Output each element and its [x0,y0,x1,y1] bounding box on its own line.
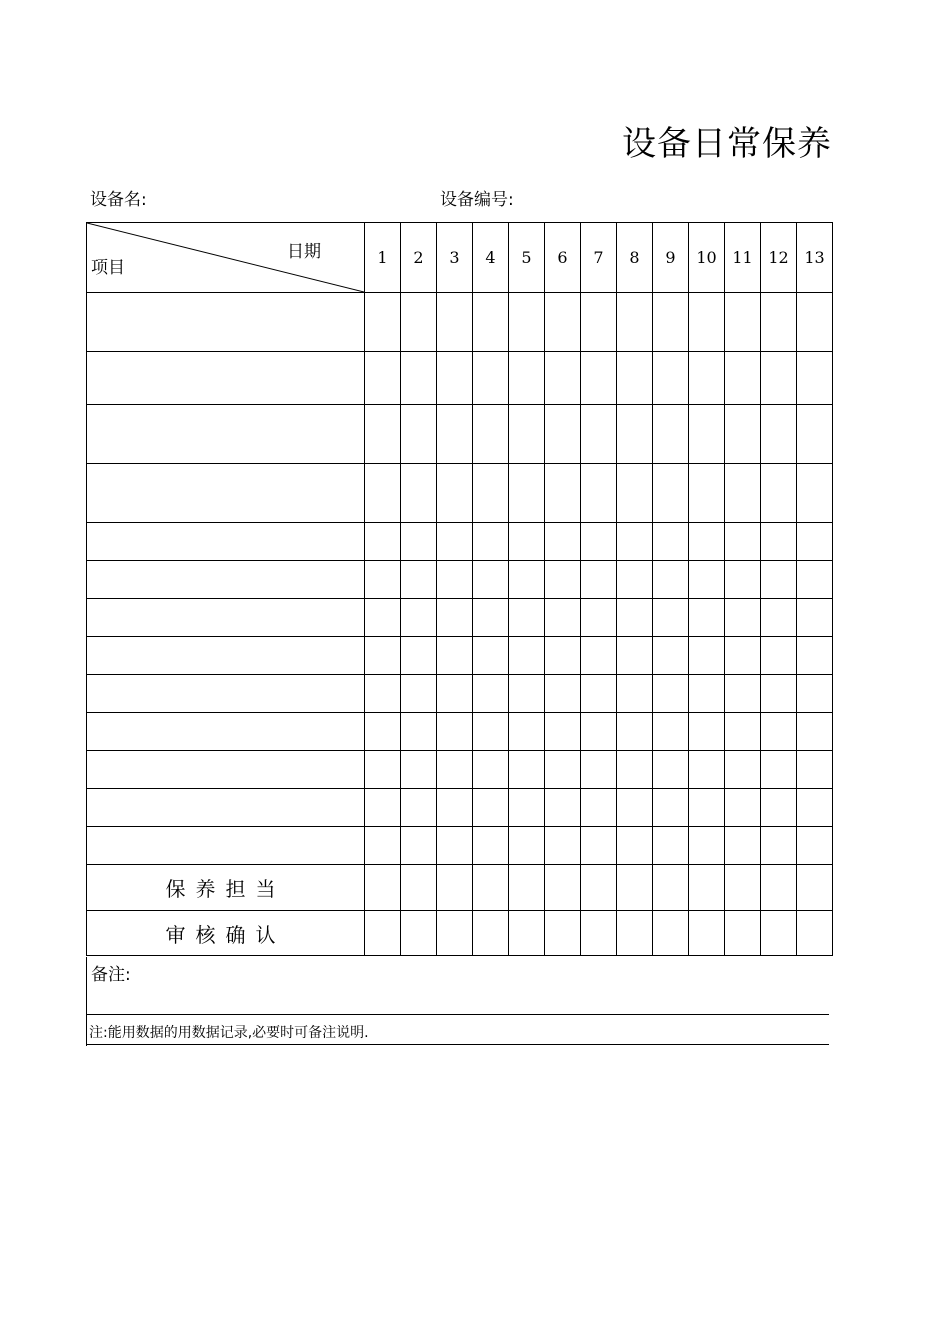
day-cell[interactable] [401,561,437,599]
day-header: 11 [725,223,761,293]
day-cell[interactable] [617,523,653,561]
day-cell[interactable] [797,561,833,599]
table-row [87,827,833,865]
day-cell[interactable] [653,675,689,713]
day-cell[interactable] [761,599,797,637]
item-header-label: 项目 [91,258,125,278]
table-row [87,464,833,523]
day-cell[interactable] [509,405,545,464]
day-cell[interactable] [725,293,761,352]
day-cell[interactable] [365,713,401,751]
item-cell[interactable] [87,464,365,523]
day-cell[interactable] [761,561,797,599]
day-cell[interactable] [725,789,761,827]
remarks-section [86,957,829,1046]
day-cell[interactable] [689,405,725,464]
day-cell[interactable] [761,713,797,751]
sign-cell[interactable] [545,911,581,956]
day-cell[interactable] [473,713,509,751]
day-cell[interactable] [617,675,653,713]
day-cell[interactable] [653,789,689,827]
item-cell[interactable] [87,599,365,637]
sign-cell[interactable] [617,911,653,956]
day-header: 1 [365,223,401,293]
sign-cell[interactable] [581,911,617,956]
day-cell[interactable] [653,599,689,637]
table-row [87,599,833,637]
day-cell[interactable] [473,464,509,523]
day-cell[interactable] [581,561,617,599]
sign-cell[interactable] [617,865,653,911]
day-cell[interactable] [509,561,545,599]
day-cell[interactable] [653,637,689,675]
day-cell[interactable] [761,405,797,464]
day-cell[interactable] [365,599,401,637]
day-cell[interactable] [365,293,401,352]
day-cell[interactable] [473,352,509,405]
day-cell[interactable] [401,405,437,464]
day-cell[interactable] [653,751,689,789]
day-cell[interactable] [437,523,473,561]
day-cell[interactable] [689,599,725,637]
day-cell[interactable] [473,827,509,865]
day-cell[interactable] [725,523,761,561]
day-cell[interactable] [365,352,401,405]
day-cell[interactable] [617,352,653,405]
day-cell[interactable] [581,827,617,865]
day-cell[interactable] [545,293,581,352]
day-cell[interactable] [725,599,761,637]
day-cell[interactable] [761,675,797,713]
day-cell[interactable] [509,599,545,637]
day-cell[interactable] [437,293,473,352]
item-cell[interactable] [87,789,365,827]
day-cell[interactable] [653,713,689,751]
item-cell[interactable] [87,713,365,751]
day-cell[interactable] [581,523,617,561]
date-header-label: 日期 [287,242,321,262]
day-cell[interactable] [473,637,509,675]
item-cell[interactable] [87,675,365,713]
table-row [87,789,833,827]
sign-cell[interactable] [761,865,797,911]
table-row [87,405,833,464]
table-row [87,352,833,405]
day-cell[interactable] [437,827,473,865]
day-cell[interactable] [545,464,581,523]
day-cell[interactable] [401,464,437,523]
day-cell[interactable] [617,827,653,865]
item-cell[interactable] [87,405,365,464]
day-cell[interactable] [437,751,473,789]
day-cell[interactable] [797,713,833,751]
day-header: 4 [473,223,509,293]
day-cell[interactable] [797,827,833,865]
day-cell[interactable] [725,827,761,865]
day-cell[interactable] [365,789,401,827]
sign-cell[interactable] [365,911,401,956]
day-cell[interactable] [509,464,545,523]
day-cell[interactable] [761,637,797,675]
remarks-label[interactable]: 备注: [87,957,829,1015]
day-cell[interactable] [401,713,437,751]
table-row [87,561,833,599]
item-cell[interactable] [87,637,365,675]
sign-cell[interactable] [653,865,689,911]
day-cell[interactable] [509,751,545,789]
day-cell[interactable] [365,827,401,865]
day-cell[interactable] [797,675,833,713]
day-cell[interactable] [545,599,581,637]
page-title: 设备日常保养 [622,124,832,164]
day-cell[interactable] [761,523,797,561]
day-cell[interactable] [689,464,725,523]
day-cell[interactable] [509,523,545,561]
day-cell[interactable] [689,561,725,599]
day-cell[interactable] [509,293,545,352]
day-cell[interactable] [473,675,509,713]
day-cell[interactable] [761,789,797,827]
day-cell[interactable] [509,352,545,405]
table-row [87,713,833,751]
day-cell[interactable] [545,405,581,464]
item-cell[interactable] [87,751,365,789]
day-cell[interactable] [365,675,401,713]
day-cell[interactable] [653,405,689,464]
day-cell[interactable] [689,827,725,865]
day-cell[interactable] [509,713,545,751]
day-cell[interactable] [437,352,473,405]
day-cell[interactable] [437,599,473,637]
day-cell[interactable] [797,293,833,352]
day-cell[interactable] [473,405,509,464]
sign-cell[interactable] [473,911,509,956]
sign-cell[interactable] [365,865,401,911]
table-row [87,675,833,713]
sign-cell[interactable] [653,911,689,956]
day-cell[interactable] [581,637,617,675]
day-cell[interactable] [689,523,725,561]
day-cell[interactable] [473,789,509,827]
item-rows [87,293,833,865]
day-cell[interactable] [545,637,581,675]
day-header: 10 [689,223,725,293]
day-cell[interactable] [725,751,761,789]
day-cell[interactable] [689,789,725,827]
day-cell[interactable] [401,789,437,827]
maintainer-row [87,865,833,911]
day-cell[interactable] [581,751,617,789]
table-row [87,523,833,561]
day-cell[interactable] [725,561,761,599]
day-cell[interactable] [545,675,581,713]
day-header: 5 [509,223,545,293]
day-cell[interactable] [797,637,833,675]
day-cell[interactable] [653,464,689,523]
day-cell[interactable] [581,599,617,637]
diagonal-line [87,223,364,292]
day-cell[interactable] [617,599,653,637]
day-cell[interactable] [401,751,437,789]
sign-cell[interactable] [509,911,545,956]
day-cell[interactable] [545,352,581,405]
day-cell[interactable] [581,789,617,827]
day-header: 12 [761,223,797,293]
day-cell[interactable] [725,352,761,405]
day-cell[interactable] [473,293,509,352]
day-cell[interactable] [581,405,617,464]
day-cell[interactable] [617,751,653,789]
table-row [87,637,833,675]
day-cell[interactable] [545,751,581,789]
day-cell[interactable] [509,675,545,713]
sign-cell[interactable] [401,911,437,956]
day-cell[interactable] [365,464,401,523]
day-cell[interactable] [365,637,401,675]
day-cell[interactable] [545,789,581,827]
footnote: 注:能用数据的用数据记录,必要时可备注说明. [87,1015,829,1045]
header-row [87,223,833,293]
sign-cell[interactable] [581,865,617,911]
day-cell[interactable] [437,464,473,523]
day-cell[interactable] [725,637,761,675]
day-cell[interactable] [617,789,653,827]
table-row [87,293,833,352]
day-cell[interactable] [725,675,761,713]
day-header: 8 [617,223,653,293]
sign-cell[interactable] [725,911,761,956]
sign-cell[interactable] [725,865,761,911]
sign-cell[interactable] [473,865,509,911]
day-cell[interactable] [617,464,653,523]
day-cell[interactable] [473,523,509,561]
day-cell[interactable] [581,675,617,713]
day-cell[interactable] [545,713,581,751]
day-cell[interactable] [365,405,401,464]
day-cell[interactable] [797,789,833,827]
day-cell[interactable] [689,713,725,751]
day-cell[interactable] [509,827,545,865]
sign-cell[interactable] [437,911,473,956]
day-cell[interactable] [401,675,437,713]
day-cell[interactable] [401,293,437,352]
day-cell[interactable] [761,464,797,523]
day-cell[interactable] [545,561,581,599]
item-cell[interactable] [87,352,365,405]
sign-cell[interactable] [761,911,797,956]
day-cell[interactable] [617,713,653,751]
day-cell[interactable] [653,293,689,352]
day-cell[interactable] [581,713,617,751]
day-cell[interactable] [473,751,509,789]
day-cell[interactable] [401,599,437,637]
day-cell[interactable] [545,523,581,561]
day-cell[interactable] [581,464,617,523]
item-cell[interactable] [87,827,365,865]
sign-cell[interactable] [545,865,581,911]
day-cell[interactable] [761,827,797,865]
day-cell[interactable] [365,751,401,789]
maintainer-label: 保养担当 [87,865,365,911]
sign-cell[interactable] [509,865,545,911]
day-cell[interactable] [365,561,401,599]
sign-cell[interactable] [689,865,725,911]
day-header: 13 [797,223,833,293]
day-cell[interactable] [617,561,653,599]
day-cell[interactable] [689,637,725,675]
day-cell[interactable] [761,293,797,352]
day-cell[interactable] [797,751,833,789]
day-cell[interactable] [437,561,473,599]
day-header: 2 [401,223,437,293]
day-cell[interactable] [725,464,761,523]
day-cell[interactable] [617,405,653,464]
day-cell[interactable] [797,599,833,637]
day-cell[interactable] [761,352,797,405]
day-cell[interactable] [653,352,689,405]
day-cell[interactable] [581,352,617,405]
sign-cell[interactable] [689,911,725,956]
day-cell[interactable] [689,751,725,789]
sign-cell[interactable] [797,865,833,911]
day-cell[interactable] [509,789,545,827]
maintenance-table [86,222,833,956]
day-cell[interactable] [617,293,653,352]
item-cell[interactable] [87,523,365,561]
day-cell[interactable] [401,827,437,865]
day-cell[interactable] [797,464,833,523]
day-cell[interactable] [401,637,437,675]
day-cell[interactable] [365,523,401,561]
day-cell[interactable] [473,599,509,637]
reviewer-label: 审核确认 [87,911,365,956]
day-cell[interactable] [437,405,473,464]
equipment-number-label: 设备编号: [440,190,514,210]
day-cell[interactable] [653,827,689,865]
day-cell[interactable] [689,675,725,713]
day-cell[interactable] [725,405,761,464]
day-cell[interactable] [509,637,545,675]
day-cell[interactable] [797,523,833,561]
item-cell[interactable] [87,293,365,352]
day-cell[interactable] [725,713,761,751]
day-cell[interactable] [545,827,581,865]
table-row [87,751,833,789]
day-cell[interactable] [401,523,437,561]
day-cell[interactable] [689,352,725,405]
item-cell[interactable] [87,561,365,599]
day-cell[interactable] [797,352,833,405]
day-cell[interactable] [473,561,509,599]
day-cell[interactable] [797,405,833,464]
sign-cell[interactable] [401,865,437,911]
reviewer-row [87,911,833,956]
day-header: 6 [545,223,581,293]
day-cell[interactable] [437,789,473,827]
day-cell[interactable] [581,293,617,352]
day-cell[interactable] [401,352,437,405]
day-cell[interactable] [617,637,653,675]
diagonal-header-cell [87,223,365,293]
day-header: 9 [653,223,689,293]
day-cell[interactable] [653,523,689,561]
day-cell[interactable] [689,293,725,352]
sign-cell[interactable] [437,865,473,911]
day-header: 3 [437,223,473,293]
day-cell[interactable] [437,637,473,675]
day-cell[interactable] [653,561,689,599]
equipment-name-label: 设备名: [90,190,147,210]
day-cell[interactable] [761,751,797,789]
day-cell[interactable] [437,675,473,713]
day-cell[interactable] [437,713,473,751]
day-header: 7 [581,223,617,293]
sign-cell[interactable] [797,911,833,956]
